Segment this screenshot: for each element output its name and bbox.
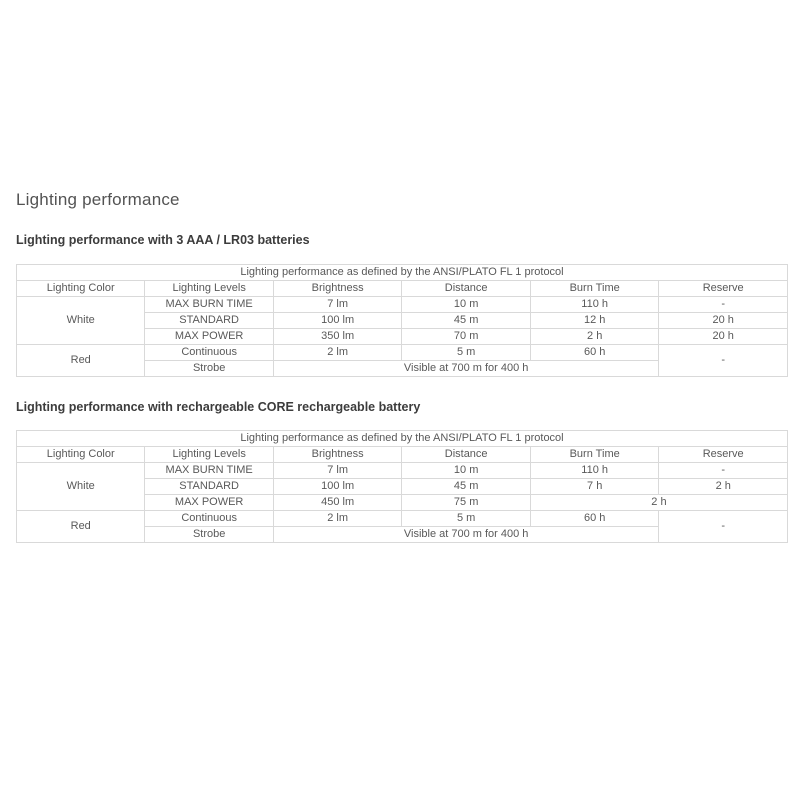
cell-level: Strobe <box>145 361 273 377</box>
column-header-burn-time: Burn Time <box>530 447 659 463</box>
cell-reserve: - <box>659 463 788 479</box>
cell-color-white: White <box>17 297 145 345</box>
cell-level: Continuous <box>145 345 273 361</box>
cell-brightness: 7 lm <box>273 297 402 313</box>
cell-level: Strobe <box>145 527 273 543</box>
cell-burn-time: 7 h <box>530 479 659 495</box>
table-row-columns <box>17 281 788 297</box>
column-header-lighting-levels: Lighting Levels <box>145 447 273 463</box>
cell-burn-time: 12 h <box>530 313 659 329</box>
cell-strobe-visibility: Visible at 700 m for 400 h <box>273 527 659 543</box>
table-row-continuous <box>17 345 788 361</box>
cell-strobe-visibility: Visible at 700 m for 400 h <box>273 361 659 377</box>
cell-burn-time-reserve-merged: 2 h <box>530 495 787 511</box>
cell-color-red: Red <box>17 345 145 377</box>
cell-brightness: 100 lm <box>273 479 402 495</box>
cell-brightness: 450 lm <box>273 495 402 511</box>
cell-distance: 45 m <box>402 313 531 329</box>
table-row-max-burn-time <box>17 297 788 313</box>
cell-burn-time: 110 h <box>530 463 659 479</box>
table-row-columns <box>17 447 788 463</box>
cell-distance: 5 m <box>402 511 531 527</box>
cell-level: MAX POWER <box>145 495 273 511</box>
column-header-burn-time: Burn Time <box>530 281 659 297</box>
column-header-lighting-color: Lighting Color <box>17 281 145 297</box>
cell-reserve: 20 h <box>659 329 788 345</box>
cell-reserve: 20 h <box>659 313 788 329</box>
protocol-header: Lighting performance as defined by the ANSI/PLATO FL 1 protocol <box>17 431 788 447</box>
column-header-brightness: Brightness <box>273 447 402 463</box>
cell-level: MAX BURN TIME <box>145 297 273 313</box>
lighting-table-core-battery <box>16 430 788 543</box>
cell-brightness: 2 lm <box>273 345 402 361</box>
cell-burn-time: 60 h <box>530 345 659 361</box>
cell-distance: 45 m <box>402 479 531 495</box>
cell-brightness: 350 lm <box>273 329 402 345</box>
cell-burn-time: 110 h <box>530 297 659 313</box>
column-header-lighting-color: Lighting Color <box>17 447 145 463</box>
column-header-lighting-levels: Lighting Levels <box>145 281 273 297</box>
cell-distance: 70 m <box>402 329 531 345</box>
section-heading-core-battery: Lighting performance with rechargeable CORE rechargeable battery <box>16 400 421 414</box>
table-row-continuous <box>17 511 788 527</box>
table-row-protocol <box>17 431 788 447</box>
cell-distance: 10 m <box>402 463 531 479</box>
cell-level: STANDARD <box>145 313 273 329</box>
cell-distance: 10 m <box>402 297 531 313</box>
cell-color-red: Red <box>17 511 145 543</box>
page-title: Lighting performance <box>16 190 180 209</box>
lighting-table-aaa-batteries <box>16 264 788 377</box>
cell-burn-time: 60 h <box>530 511 659 527</box>
cell-reserve-red: - <box>659 345 788 377</box>
protocol-header: Lighting performance as defined by the ANSI/PLATO FL 1 protocol <box>17 265 788 281</box>
cell-distance: 75 m <box>402 495 531 511</box>
table-row-max-burn-time <box>17 463 788 479</box>
column-header-reserve: Reserve <box>659 281 788 297</box>
cell-brightness: 7 lm <box>273 463 402 479</box>
section-heading-batteries: Lighting performance with 3 AAA / LR03 batteries <box>16 233 310 247</box>
cell-level: Continuous <box>145 511 273 527</box>
cell-reserve: - <box>659 297 788 313</box>
column-header-distance: Distance <box>402 447 531 463</box>
cell-distance: 5 m <box>402 345 531 361</box>
cell-brightness: 100 lm <box>273 313 402 329</box>
column-header-distance: Distance <box>402 281 531 297</box>
cell-level: MAX BURN TIME <box>145 463 273 479</box>
cell-reserve-red: - <box>659 511 788 543</box>
cell-level: MAX POWER <box>145 329 273 345</box>
cell-color-white: White <box>17 463 145 511</box>
cell-level: STANDARD <box>145 479 273 495</box>
column-header-reserve: Reserve <box>659 447 788 463</box>
cell-reserve: 2 h <box>659 479 788 495</box>
cell-burn-time: 2 h <box>530 329 659 345</box>
column-header-brightness: Brightness <box>273 281 402 297</box>
table-row-protocol <box>17 265 788 281</box>
cell-brightness: 2 lm <box>273 511 402 527</box>
